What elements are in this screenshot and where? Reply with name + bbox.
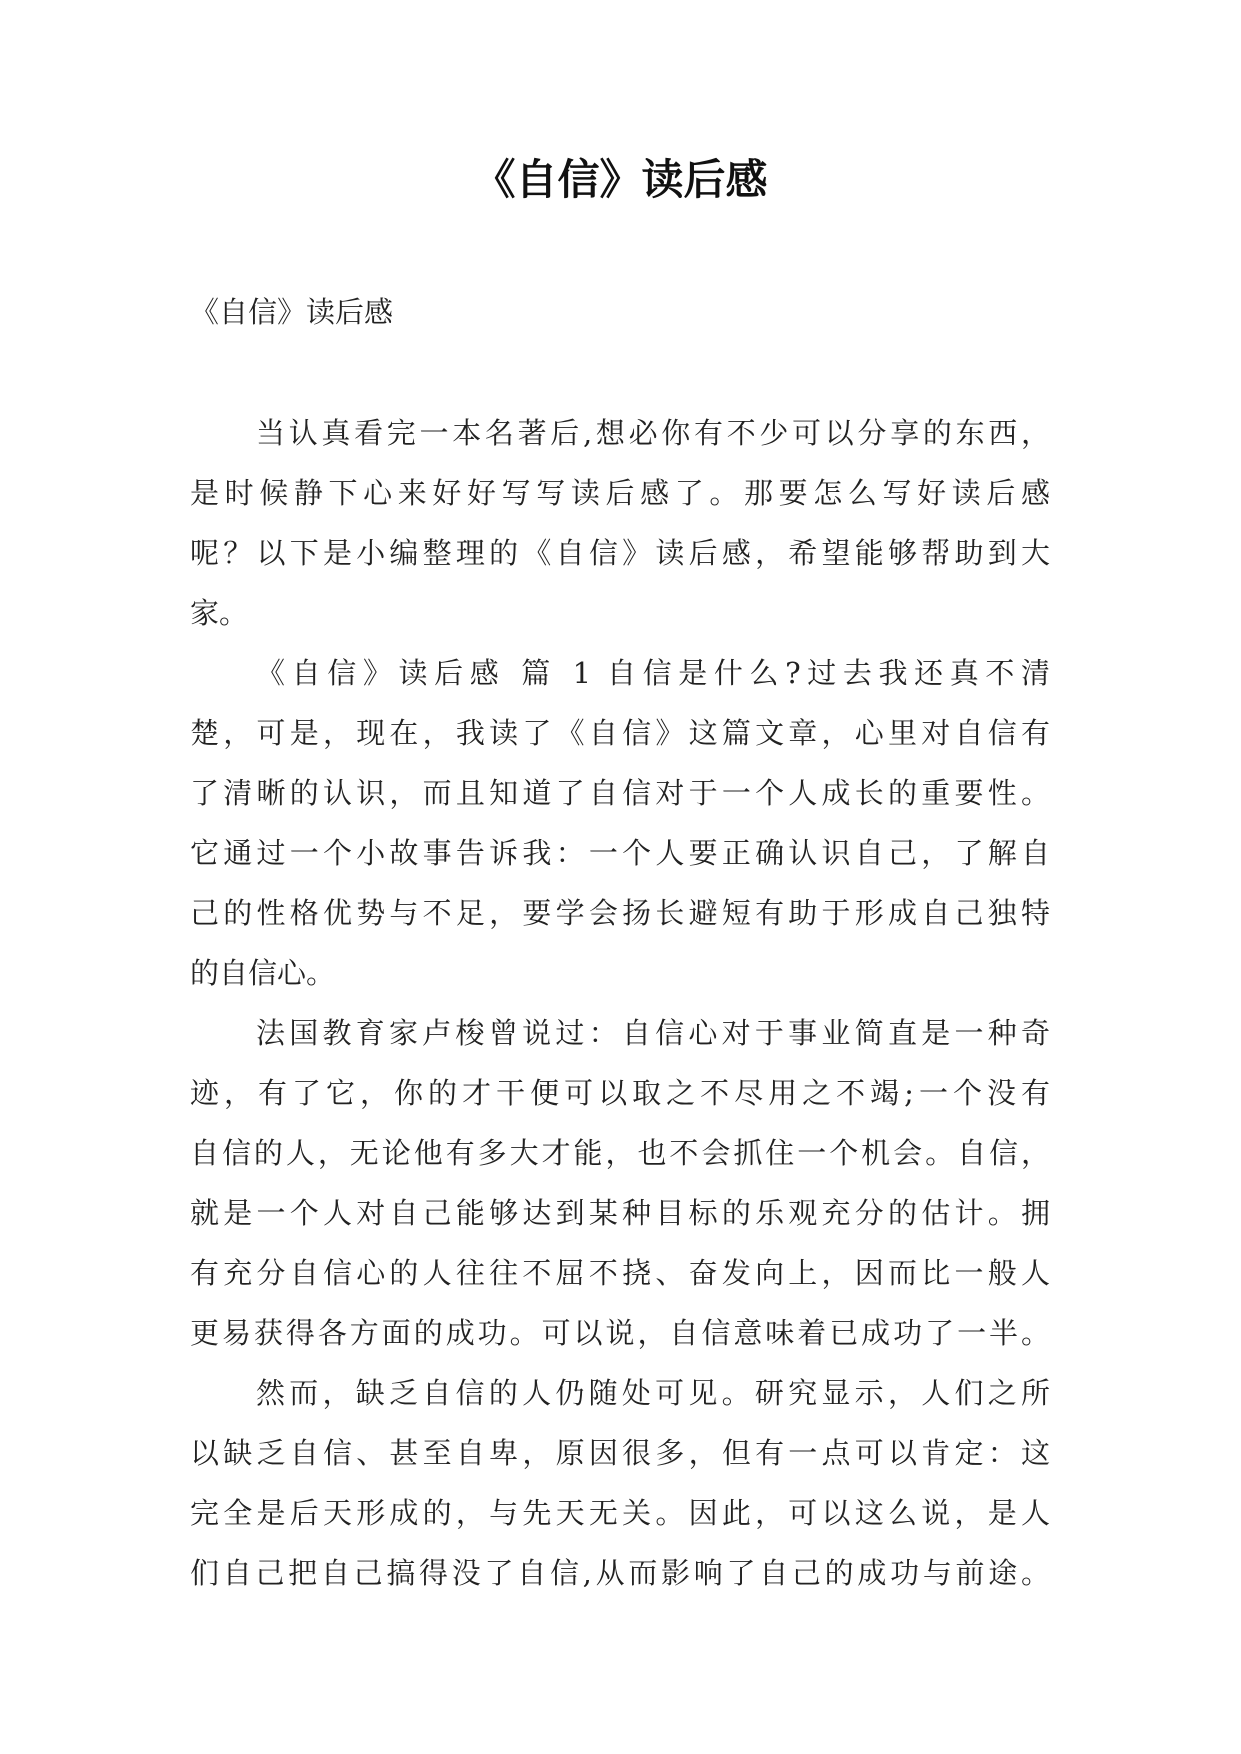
text-line: 楚，可是，现在，我读了《自信》这篇文章，心里对自信有 bbox=[190, 716, 1050, 750]
document-body bbox=[190, 403, 1050, 1603]
text-line: 就是一个人对自己能够达到某种目标的乐观充分的估计。拥 bbox=[190, 1196, 1050, 1230]
text-line: 了清晰的认识，而且知道了自信对于一个人成长的重要性。 bbox=[190, 776, 1050, 810]
text-line: 法国教育家卢梭曾说过：自信心对于事业简直是一种奇 bbox=[256, 1016, 1050, 1050]
text-line: 它通过一个小故事告诉我：一个人要正确认识自己，了解自 bbox=[190, 836, 1050, 870]
text-line: 《自信》读后感 篇 1 自信是什么?过去我还真不清 bbox=[256, 656, 1050, 690]
text-line: 呢？以下是小编整理的《自信》读后感，希望能够帮助到大 bbox=[190, 536, 1050, 570]
text-line: 以缺乏自信、甚至自卑，原因很多，但有一点可以肯定：这 bbox=[190, 1436, 1050, 1470]
text-line: 是时候静下心来好好写写读后感了。那要怎么写好读后感 bbox=[190, 476, 1050, 510]
text-line: 然而，缺乏自信的人仍随处可见。研究显示，人们之所 bbox=[256, 1376, 1050, 1410]
text-line: 自信的人，无论他有多大才能，也不会抓住一个机会。自信， bbox=[190, 1136, 1050, 1170]
text-line: 己的性格优势与不足，要学会扬长避短有助于形成自己独特 bbox=[190, 896, 1050, 930]
text-line: 迹，有了它，你的才干便可以取之不尽用之不竭;一个没有 bbox=[190, 1076, 1050, 1110]
text-line: 家。 bbox=[190, 596, 249, 630]
text-line: 们自己把自己搞得没了自信,从而影响了自己的成功与前途。 bbox=[190, 1556, 1050, 1590]
text-line: 的自信心。 bbox=[190, 956, 336, 990]
text-line: 更易获得各方面的成功。可以说，自信意味着已成功了一半。 bbox=[190, 1316, 1050, 1350]
text-line: 完全是后天形成的，与先天无关。因此，可以这么说，是人 bbox=[190, 1496, 1050, 1530]
page-title: 《自信》读后感 bbox=[473, 155, 768, 204]
text-line: 当认真看完一本名著后,想必你有不少可以分享的东西， bbox=[256, 416, 1050, 450]
document-subtitle: 《自信》读后感 bbox=[190, 295, 394, 329]
text-line: 有充分自信心的人往往不屈不挠、奋发向上，因而比一般人 bbox=[190, 1256, 1050, 1290]
